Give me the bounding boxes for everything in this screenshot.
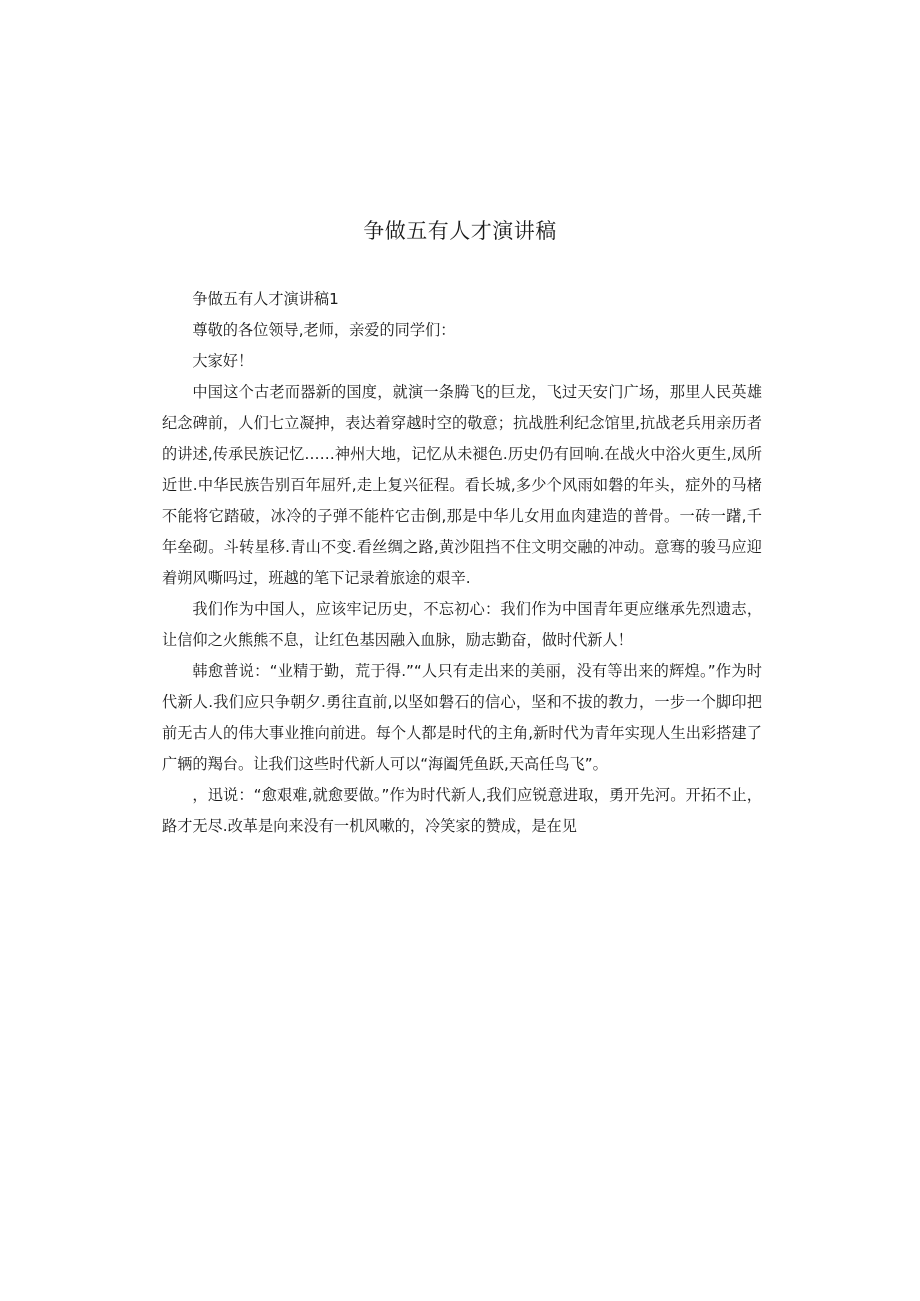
paragraph-body: 中国这个古老而器新的国度，就演一条腾飞的巨龙，飞过天安门广场，那里人民英雄纪念碑前，人们七立凝抻，表达着穿越时空的敬意；抗战胜利纪念馆里,抗战老兵用亲历者的讲述,传承民族记忆……神州大地，记忆从未褪色.历史仍有回响.在战火中浴火更生,凤所近世.中华民族告别百年屈歼,走上复兴征程。看长城,多少个风雨如磐的年头，症外的马楮不能将它踏破，冰冷的子弹不能杵它击倒,那是中华儿女用血肉建造的普骨。一砖一躇,千年垒砌。斗转星移.青山不变.看丝绸之路,黄沙阻挡不住文明交融的冲动。意骞的骏马应迎着朔风嘶吗过，班越的笔下记录着旅途的艰辛. <box>162 383 762 587</box>
paragraph-body: 我们作为中国人，应该牢记历史，不忘初心：我们作为中国青年更应继承先烈遗志，让信仰之火熊熊不息，让红色基因融入血脉，励志勤奋，做时代新人！ <box>162 600 762 649</box>
paragraph-body: 韩愈普说：“业精于勤，荒于得.”“人只有走出来的美丽，没有等出来的辉煌。”作为时代新人.我们应只争朝夕.勇往直前,以坚如磐石的信心，坚和不拔的教力，一步一个脚印把前无古人的伟大事业推向前进。每个人都是时代的主角,新时代为青年实现人生出彩搭建了广辆的羯台。让我们这些时代新人可以“海阖凭鱼跃,天高任鸟飞”。 <box>162 662 762 773</box>
document-body <box>162 284 762 842</box>
paragraph-greeting: 大家好！ <box>192 352 254 370</box>
document-title: 争做五有人才演讲稿 <box>363 219 557 243</box>
paragraph-body: ，迅说：“愈艰难,就愈要做。”作为时代新人,我们应锐意进取，勇开先河。开拓不止，路才无尽.改革是向来没有一机风嗽的，冷笑家的赞成，是在见 <box>162 786 762 835</box>
paragraph-subtitle: 争做五有人才演讲稿1 <box>192 290 339 308</box>
paragraph-salutation: 尊敬的各位领导,老师，亲爱的同学们： <box>192 321 456 339</box>
